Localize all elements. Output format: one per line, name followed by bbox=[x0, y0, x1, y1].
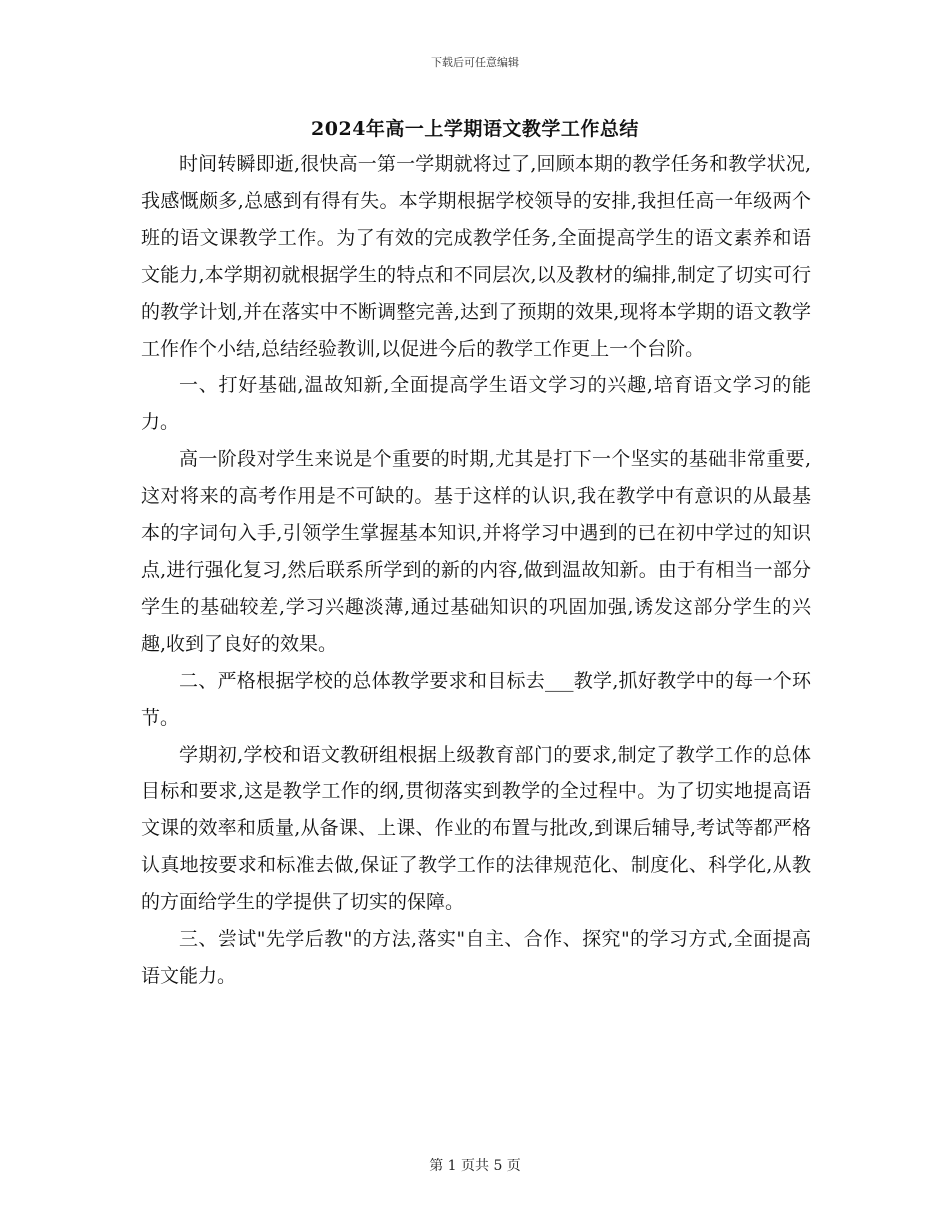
header-note: 下载后可任意编辑 bbox=[431, 56, 519, 69]
paragraph-section-3-heading: 三、尝试"先学后教"的方法,落实"自主、合作、探究"的学习方式,全面提高语文能力。 bbox=[141, 928, 811, 987]
document-body bbox=[141, 146, 811, 995]
page-number: 第 1 页共 5 页 bbox=[429, 1158, 521, 1174]
paragraph-section-2-body: 学期初,学校和语文教研组根据上级教育部门的要求,制定了教学工作的总体目标和要求,这是教学工作的纲,贯彻落实到教学的全过程中。为了切实地提高语文课的效率和质量,从备课、上课、作业的布置与批改,到课后辅导,考试等都严格认真地按要求和标准去做,保证了教学工作的法律规范化、制度化、科学化,从教的方面给学生的学提供了切实的保障。 bbox=[141, 743, 811, 914]
paragraph-section-1-heading: 一、打好基础,温故知新,全面提高学生语文学习的兴趣,培育语文学习的能力。 bbox=[141, 374, 811, 434]
paragraph-intro: 时间转瞬即逝,很快高一第一学期就将过了,回顾本期的教学任务和教学状况,我感慨颇多,总感到有得有失。本学期根据学校领导的安排,我担任高一年级两个班的语文课教学工作。为了有效的完成教学任务,全面提高学生的语文素养和语文能力,本学期初就根据学生的特点和不同层次,以及教材的编排,制定了切实可行的教学计划,并在落实中不断调整完善,达到了预期的效果,现将本学期的语文教学工作作个小结,总结经验教训,以促进今后的教学工作更上一个台阶。 bbox=[141, 153, 811, 360]
paragraph-section-2-heading: 二、严格根据学校的总体教学要求和目标去___教学,抓好教学中的每一个环节。 bbox=[141, 669, 811, 729]
document-title: 2024年高一上学期语文教学工作总结 bbox=[311, 118, 639, 140]
paragraph-section-1-body: 高一阶段对学生来说是个重要的时期,尤其是打下一个坚实的基础非常重要,这对将来的高考作用是不可缺的。基于这样的认识,我在教学中有意识的从最基本的字词句入手,引领学生掌握基本知识,并将学习中遇到的已在初中学过的知识点,进行强化复习,然后联系所学到的新的内容,做到温故知新。由于有相当一部分学生的基础较差,学习兴趣淡薄,通过基础知识的巩固加强,诱发这部分学生的兴趣,收到了良好的效果。 bbox=[141, 448, 811, 655]
